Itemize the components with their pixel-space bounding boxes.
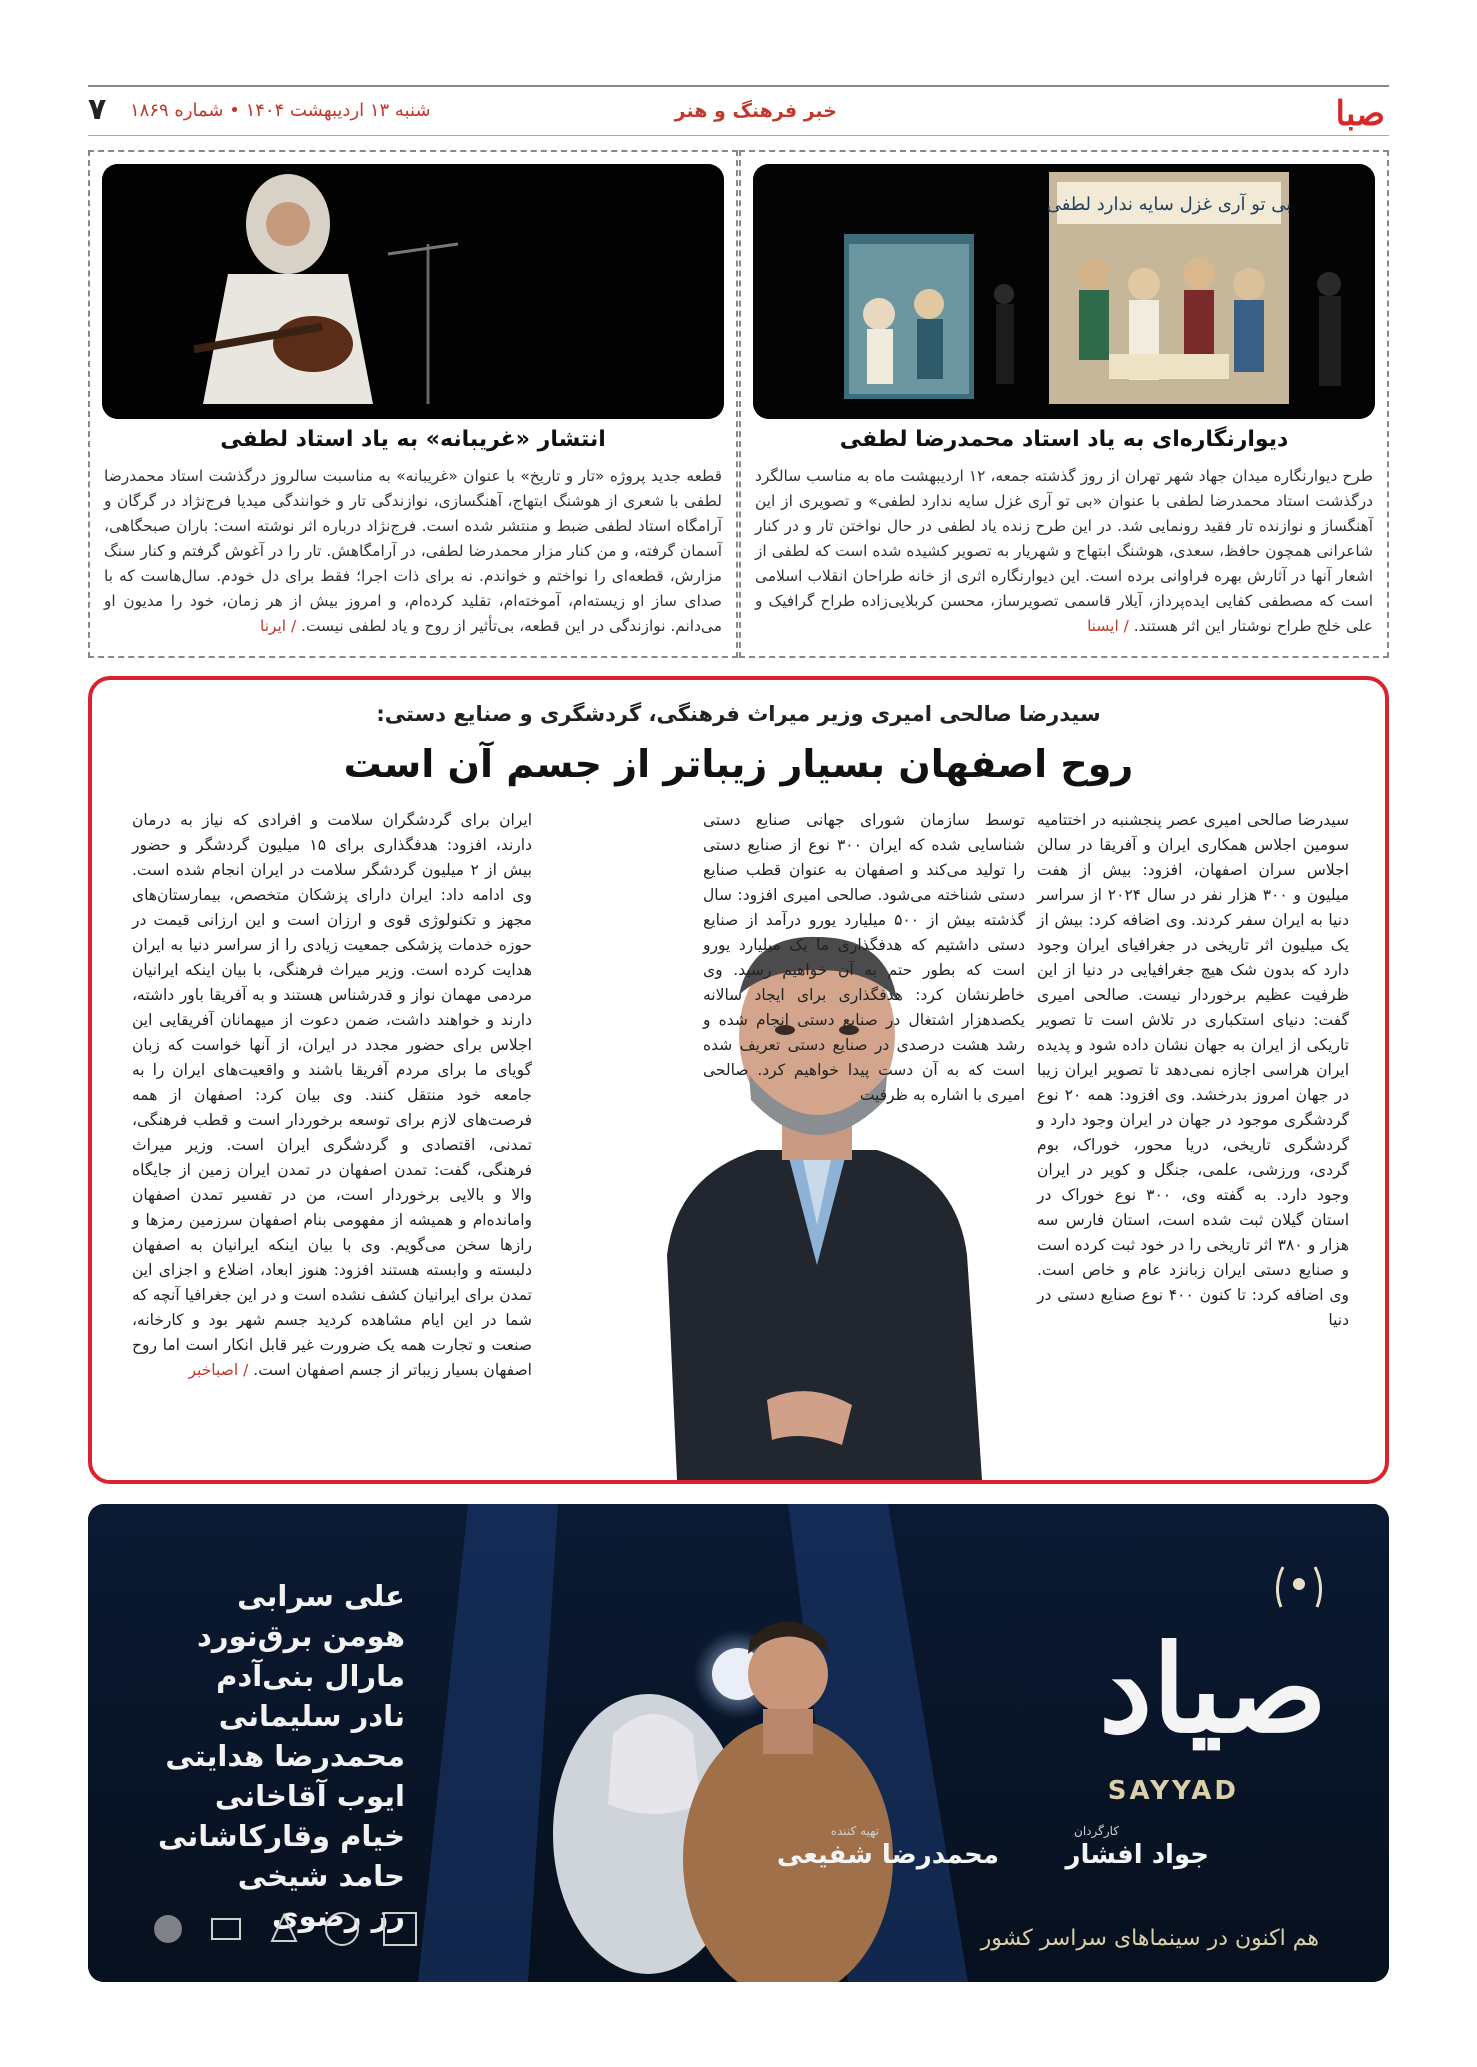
mural-body-text: طرح دیوارنگاره میدان جهاد شهر تهران از روز گذشته جمعه، ۱۲ اردیبهشت ماه به مناسب سالگرد درگذشت استاد محمدرضا لطفی با عنوان «بی تو آری غزل سایه ندارد لطفی» و تصویری از این آهنگساز و نوازنده تار فقید رونمایی شد. در این طرح زنده یاد لطفی در حال نواختن تار و در کنار شاعرانی همچون حافظ، سعدی، هوشنگ ابتهاج و شهریار به تصویر کشیده شده است که لطفی از اشعار آنها در آثارش بهره فراوانی برده است. این دیوارنگاره اثری از خانه طراحان انقلاب اسلامی است که مصطفی کفایی ایده‌پرداز، آیلار قاسمی تصویرساز، محسن کربلایی‌زاده طراح گرافیک و علی خلج طراح نوشتار این اثر هستند.: [755, 467, 1374, 635]
cast-member: رز رضوی: [272, 1899, 405, 1933]
gharibaneh-body: [104, 464, 722, 639]
feature-kicker: سیدرضا صالحی امیری وزیر میراث فرهنگی، گردشگری و صنایع دستی:: [376, 702, 1101, 726]
svg-text:بی تو آری غزل سایه ندارد لطفی: بی تو آری غزل سایه ندارد لطفی: [1046, 194, 1292, 215]
page-number: ۷: [88, 92, 107, 127]
musician-photo: [102, 164, 724, 419]
film-title-en: SAYYAD: [1107, 1776, 1239, 1806]
section-name: خبر فرهنگ و هنر: [674, 100, 837, 122]
sponsor-logo-icon: [264, 1909, 304, 1949]
cast-member: ایوب آقاخانی: [214, 1779, 405, 1813]
producer-label: تهیه کننده: [830, 1824, 879, 1838]
mural-title: دیوارنگاره‌ای به یاد استاد محمدرضا لطفی: [839, 427, 1289, 452]
feature-column-2: [703, 808, 1025, 1108]
director-label: کارگردان: [1074, 1824, 1119, 1838]
gharibaneh-title: انتشار «غریبانه» به یاد استاد لطفی: [220, 427, 606, 452]
gharibaneh-body-text: قطعه جدید پروژه «تار و تاریخ» با عنوان «غریبانه» به مناسبت سالروز درگذشت استاد محمدرضا لطفی با شعری از هوشنگ ابتهاج، آهنگسازی، نوازندگی تار و خوانندگی میدیا فرج‌نژاد در گرگان و آرامگاه استاد لطفی ضبط و منتشر شده است. فرج‌نژاد درباره اثر نوشته است: باران صبحگاهی، آسمان گرفته، و من کنار مزار محمدرضا لطفی، در آرامگاهش. تار را در آغوش گرفتم و کنار سنگ مزارش، قطعه‌ای را نواختم و خواندم. نه برای ذات اجرا؛ فقط برای دل خودم. سال‌هاست که با صدای ساز او زیسته‌ام، آموخته‌ام، تقلید کرده‌ام، و امروز بیش از هر زمان، خود را مدیون او می‌دانم. نوازندگی در این قطعه، بی‌تأثیر از روح و یاد لطفی نیست.: [104, 467, 722, 635]
feature-column-3: [132, 808, 532, 1383]
feature-headline: روح اصفهان بسیار زیباتر از جسم آن است: [343, 742, 1134, 786]
gharibaneh-source: / ایرنا: [260, 617, 297, 635]
cast-member: علی سرابی: [237, 1579, 405, 1613]
feature-column-3-text: [132, 808, 532, 1383]
news-box-mural: [739, 150, 1389, 658]
feature-column-1-text: سیدرضا صالحی امیری عصر پنجشنبه در اختتامیه سومین اجلاس همکاری ایران و آفریقا در سالن اجلاس سران اصفهان، افزود: بیش از هفت میلیون و ۳۰۰ هزار نفر در سال ۲۰۲۴ از سراسر دنیا به ایران سفر کردند. وی اضافه کرد: بیش از یک میلیون اثر تاریخی در جغرافیای ایران وجود دارد که بدون شک هیچ جغرافیایی در دنیا از این ظرفیت عظیم برخوردار نیست. صالحی امیری گفت: دنیای استکباری در تلاش است تا تصویر تاریکی از ایران به جهان نشان داده شود و پدیده ایران هراسی اجازه نمی‌دهد تا تصویر ایران زیبا در جهان امروز بدرخشد. وی افزود: همه ۲۰ نوع گردشگری موجود در جهان در ایران وجود دارد و گردشگری تاریخی، دریا محور، خوراک، بوم گردی، ورزشی، علمی، جنگل و کویر در ایران وجود دارد. به گفته وی، ۳۰۰ نوع خوراک در استان گیلان ثبت شده است، استان فارس سه هزار و ۳۸۰ اثر تاریخی را در خود ثبت کرده است و صنایع دستی ایران زبانزد عام و خاص است. وی اضافه کرد: تا کنون ۴۰۰ نوع صنایع دستی در دنیا: [1037, 811, 1350, 1329]
feature-source: / اصباخبر: [188, 1361, 249, 1379]
festival-laurel-icon: [1271, 1562, 1327, 1612]
film-advertisement: [88, 1504, 1389, 1982]
mural-photo: [753, 164, 1375, 419]
mural-body: [755, 464, 1373, 639]
producer-name: محمدرضا شفیعی: [776, 1840, 999, 1870]
cast-member: خیام وقارکاشانی: [158, 1819, 405, 1853]
news-box-gharibaneh: [88, 150, 738, 658]
cast-member: مارال بنی‌آدم: [216, 1659, 405, 1693]
film-title-fa: صیاد: [1098, 1619, 1327, 1760]
musician-illustration: [102, 164, 724, 419]
newspaper-logo: صبا: [1335, 94, 1385, 134]
sponsor-logo-icon: [322, 1909, 362, 1949]
date-issue: شنبه ۱۳ اردیبهشت ۱۴۰۴ • شماره ۱۸۶۹: [130, 100, 431, 121]
feature-column-2-text: توسط سازمان شورای جهانی صنایع دستی شناسایی شده که ایران ۳۰۰ نوع از صنایع دستی را تولید می‌کند و اصفهان به عنوان قطب صنایع دستی شناخته می‌شود. صالحی امیری افزود: سال گذشته بیش از ۵۰۰ میلیارد یورو درآمد از صنایع دستی داشتیم که هدفگذاری ما یک میلیارد یورو است که بطور حتم به آن خواهیم رسید. وی خاطرنشان کرد: هدفگذاری برای ایجاد سالانه یکصدهزار اشتغال در صنایع دستی انجام شده و رشد هشت درصدی در صنایع دستی تعریف شده است که به آن دست پیدا خواهیم کرد. صالحی امیری با اشاره به ظرفیت: [703, 811, 1025, 1104]
sponsor-logo-icon: [380, 1909, 420, 1949]
cast-member: نادر سلیمانی: [218, 1699, 405, 1733]
cast-member: هومن برق‌نورد: [197, 1619, 405, 1653]
mural-illustration: [753, 164, 1375, 419]
cast-member: حامد شیخی: [237, 1859, 405, 1893]
cast-list: [158, 1576, 405, 1936]
sponsor-logo-icon: [206, 1909, 246, 1949]
film-tagline: هم اکنون در سینماهای سراسر کشور: [980, 1926, 1319, 1951]
feature-column-3-body: ایران برای گردشگران سلامت و افرادی که نیاز به درمان دارند، افزود: هدفگذاری برای ۱۵ میلیون گردشگر و حضور بیش از ۲ میلیون گردشگر سلامت در ایران انجام شده است. وی ادامه داد: ایران دارای پزشکان متخصص، بیمارستان‌های مجهز و تکنولوژی قوی و ارزان است و این ارزانی قیمت در حوزه خدمات پزشکی جمعیت زیادی را از سراسر دنیا به ایران هدایت کرده است. وزیر میراث فرهنگی، با بیان اینکه ایرانیان مردمی مهمان نواز و قدرشناس هستند و به آفریقا باور داشته، دارند و خواهند داشت، ضمن دعوت از میهمانان آفریقایی این اجلاس برای حضور مجدد در ایران، از آنها خواست که زبان گویای ما برای مردم آفریقا باشند و واقعیت‌های ایران را به جامعه خود منتقل کنند. وی بیان کرد: اصفهان از همه فرصت‌های لازم برای توسعه برخوردار است و قطب فرهنگی، تمدنی، اقتصادی و گردشگری ایران است. وزیر میراث فرهنگی، گفت: تمدن اصفهان در تمدن ایران زمین از جایگاه والا و بالایی برخوردار است، من در تفسیر تمدن اصفهان وامانده‌ام و همیشه از مفهومی بنام اصفهان سرزمین رمزها و رازها سخن می‌گویم. وی با بیان اینکه ایرانیان به اصفهان دلبسته و وابسته هستند افزود: هنوز ابعاد، اضلاع و اجزای این تمدن برای ایرانیان کشف نشده است و در این جغرافیا آنچه که شما در این ایام مشاهده کردید جسم شهر بود و کارخانه، صنعت و تجارت همه یک ضرورت غیر قابل انکار است اما روح اصفهان بسیار زیباتر از جسم اصفهان است.: [132, 811, 532, 1379]
director-name: جواد افشار: [1065, 1840, 1209, 1870]
cast-member: محمدرضا هدایتی: [165, 1739, 405, 1773]
sponsor-logo-icon: [148, 1909, 188, 1949]
feature-column-1: [1037, 808, 1349, 1333]
feature-article: [88, 676, 1389, 1484]
header-rule: [88, 135, 1389, 136]
top-rule: [88, 85, 1389, 87]
mural-source: / ایسنا: [1087, 617, 1129, 635]
sponsor-logos: [148, 1909, 420, 1949]
